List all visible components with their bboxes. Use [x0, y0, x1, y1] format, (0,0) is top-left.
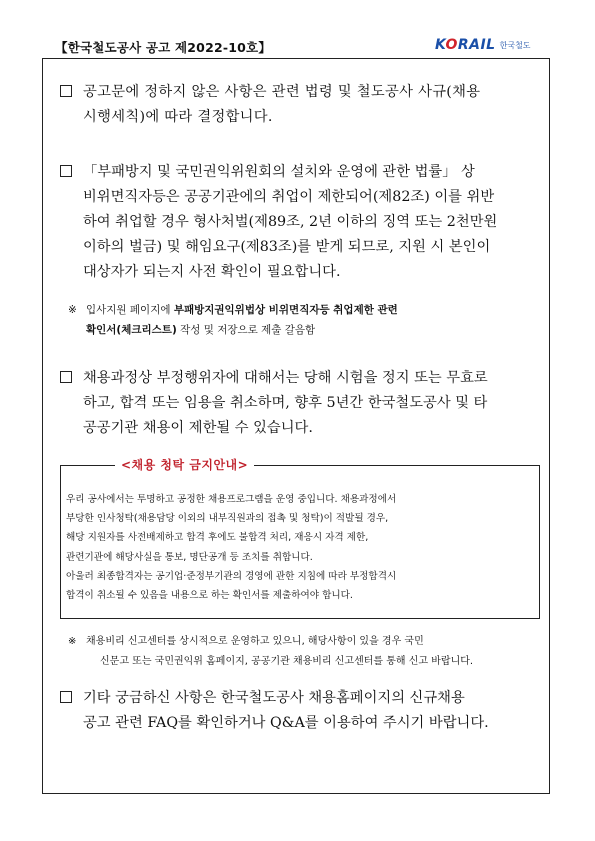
list-item [60, 686, 540, 736]
item-text: 「부패방지 및 국민권익위원회의 설치와 운영에 관한 법률」 상 비위면직자등은 공공기관에의 취업이 제한되어(제82조) 이를 위반 하여 취업할 경우 형사처벌(제89조, 2년 이하의 징역 또는 2천만원 이하의 벌금) 및 해임요구(제83조)를 받게 되므로, 지원 시 본인이 대상자가 되는지 사전 확인이 필요합니다. [83, 164, 498, 280]
checkbox-icon [60, 691, 72, 703]
notice-title: <채용 청탁 금지안내> [115, 456, 254, 473]
list-item [60, 366, 540, 441]
logo-wordmark: KORAIL [435, 37, 496, 53]
reference-mark-icon: ※ [68, 636, 77, 647]
reference-mark-icon: ※ [68, 304, 77, 316]
checkbox-icon [60, 371, 72, 383]
note-checklist [68, 300, 540, 340]
item-text: 기타 궁금하신 사항은 한국철도공사 채용홈페이지의 신규채용 공고 관련 FAQ를 확인하거나 Q&A를 이용하여 주시기 바랍니다. [83, 690, 489, 731]
item-text: 공고문에 정하지 않은 사항은 관련 법령 및 철도공사 사규(채용 시행세칙)에 따라 결정합니다. [83, 84, 481, 125]
korail-logo [435, 37, 531, 53]
item-text: 채용과정상 부정행위자에 대해서는 당해 시험을 정지 또는 무효로 하고, 합격 또는 임용을 취소하며, 향후 5년간 한국철도공사 및 타 공공기관 채용이 제한될 수 있습니다. [83, 370, 488, 436]
note-report-center [68, 632, 540, 672]
note-text: 입사지원 페이지에 부패방지권익위법상 비위면직자등 취업제한 관련 확인서(체크리스트) 작성 및 저장으로 제출 갈음함 [86, 304, 398, 336]
note-text: 채용비리 신고센터를 상시적으로 운영하고 있으니, 해당사항이 있을 경우 국민 신문고 또는 국민권익위 홈페이지, 공공기관 채용비리 신고센터를 통해 신고 바랍니다. [86, 636, 474, 667]
notice-number-title: 【한국철도공사 공고 제2022-10호】 [55, 40, 272, 55]
logo-korean-text: 한국철도 [499, 40, 531, 50]
checkbox-icon [60, 85, 72, 97]
notice-body: 우리 공사에서는 투명하고 공정한 채용프로그램을 운영 중입니다. 채용과정에서 부당한 인사청탁(채용담당 이외의 내부직원과의 접촉 및 청탁)이 적발될 경우, 해당 지원자를 사전배제하고 합격 후에도 불합격 처리, 재응시 자격 제한, 관련기관에 해당사실을 통보, 명단공개 등 조치를 취합니다. 아울러 최종합격자는 공기업·준정부기관의 경영에 관한 지침에 따라 부정합격시 합격이 취소될 수 있음을 내용으로 하는 확인서를 제출하여야 합니다. [66, 494, 397, 602]
list-item [60, 80, 540, 130]
checkbox-icon [60, 165, 72, 177]
list-item [60, 160, 540, 285]
